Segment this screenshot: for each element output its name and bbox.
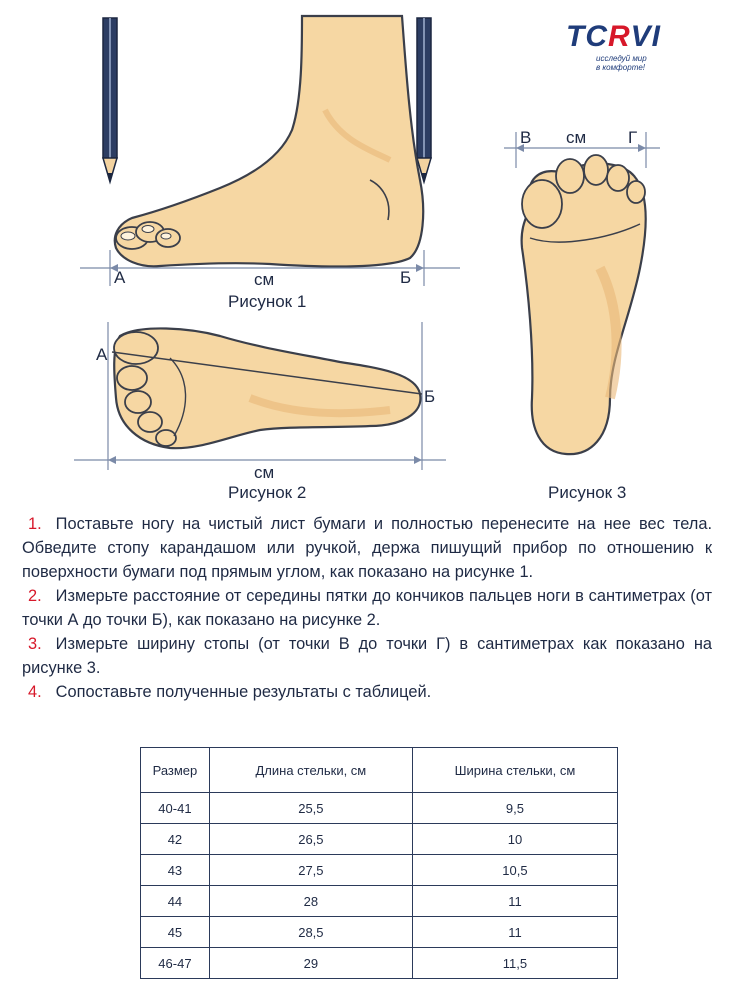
cell-width: 10 xyxy=(412,824,617,855)
cell-size: 44 xyxy=(141,886,210,917)
instruction-step-4: 4. Сопоставьте полученные результаты с таблицей. xyxy=(28,683,432,701)
figure-2-top-view xyxy=(70,318,450,478)
foot-side-illustration xyxy=(115,16,423,266)
cell-length: 26,5 xyxy=(209,824,412,855)
fig2-point-b: Б xyxy=(424,387,436,406)
cell-width: 11,5 xyxy=(412,948,617,979)
fig1-unit: см xyxy=(254,270,275,289)
header-insole-length: Длина стельки, см xyxy=(209,748,412,793)
cell-width: 11 xyxy=(412,886,617,917)
table-header-row xyxy=(141,748,618,793)
table-row xyxy=(141,855,618,886)
cell-width: 11 xyxy=(412,917,617,948)
instruction-step-3: 3. Измерьте ширину стопы (от точки В до точки Г) в сантиметрах как показано на рисунке 3. xyxy=(22,635,712,677)
header-insole-width: Ширина стельки, см xyxy=(412,748,617,793)
table-row xyxy=(141,948,618,979)
table-row xyxy=(141,886,618,917)
pencil-left-icon xyxy=(103,18,117,182)
table-row xyxy=(141,793,618,824)
fig3-caption: Рисунок 3 xyxy=(548,483,627,502)
table-row xyxy=(141,917,618,948)
logo-wordmark: TCRVI xyxy=(566,20,662,53)
cell-width: 10,5 xyxy=(412,855,617,886)
fig3-unit: см xyxy=(566,128,587,147)
instruction-step-2: 2. Измерьте расстояние от середины пятки до кончиков пальцев ноги в сантиметрах (от точки А до точки Б), как показано на рисунке 2. xyxy=(22,587,712,629)
fig1-point-b: Б xyxy=(400,268,412,287)
fig2-point-a: А xyxy=(96,345,108,364)
fig1-caption: Рисунок 1 xyxy=(228,292,307,311)
figure-1-side-view xyxy=(70,10,470,310)
pencil-right-icon xyxy=(417,18,431,182)
fig3-point-v: В xyxy=(520,128,532,147)
cell-size: 40-41 xyxy=(141,793,210,824)
cell-size: 42 xyxy=(141,824,210,855)
brand-logo xyxy=(560,20,730,70)
cell-size: 45 xyxy=(141,917,210,948)
fig2-caption: Рисунок 2 xyxy=(228,483,307,502)
cell-length: 25,5 xyxy=(209,793,412,824)
logo-tagline: исследуй мир в комфорте! xyxy=(596,54,647,72)
cell-width: 9,5 xyxy=(412,793,617,824)
cell-length: 28,5 xyxy=(209,917,412,948)
size-table xyxy=(140,747,618,979)
cell-size: 43 xyxy=(141,855,210,886)
cell-length: 28 xyxy=(209,886,412,917)
fig3-point-g: Г xyxy=(628,128,638,147)
cell-size: 46-47 xyxy=(141,948,210,979)
fig2-unit: см xyxy=(254,463,275,482)
table-row xyxy=(141,824,618,855)
header-size: Размер xyxy=(141,748,210,793)
instruction-step-1: 1. Поставьте ногу на чистый лист бумаги и полностью перенесите на нее вес тела. Обведите стопу карандашом или ручкой, держа пишущий прибор по отношению к поверхности бумаги под прямым углом, как показано на рисунке 1. xyxy=(22,515,712,581)
figure-3-sole-view xyxy=(500,128,670,468)
instructions-list xyxy=(22,512,712,704)
fig1-point-a: А xyxy=(114,268,126,287)
cell-length: 29 xyxy=(209,948,412,979)
foot-sole-illustration xyxy=(522,155,646,454)
cell-length: 27,5 xyxy=(209,855,412,886)
